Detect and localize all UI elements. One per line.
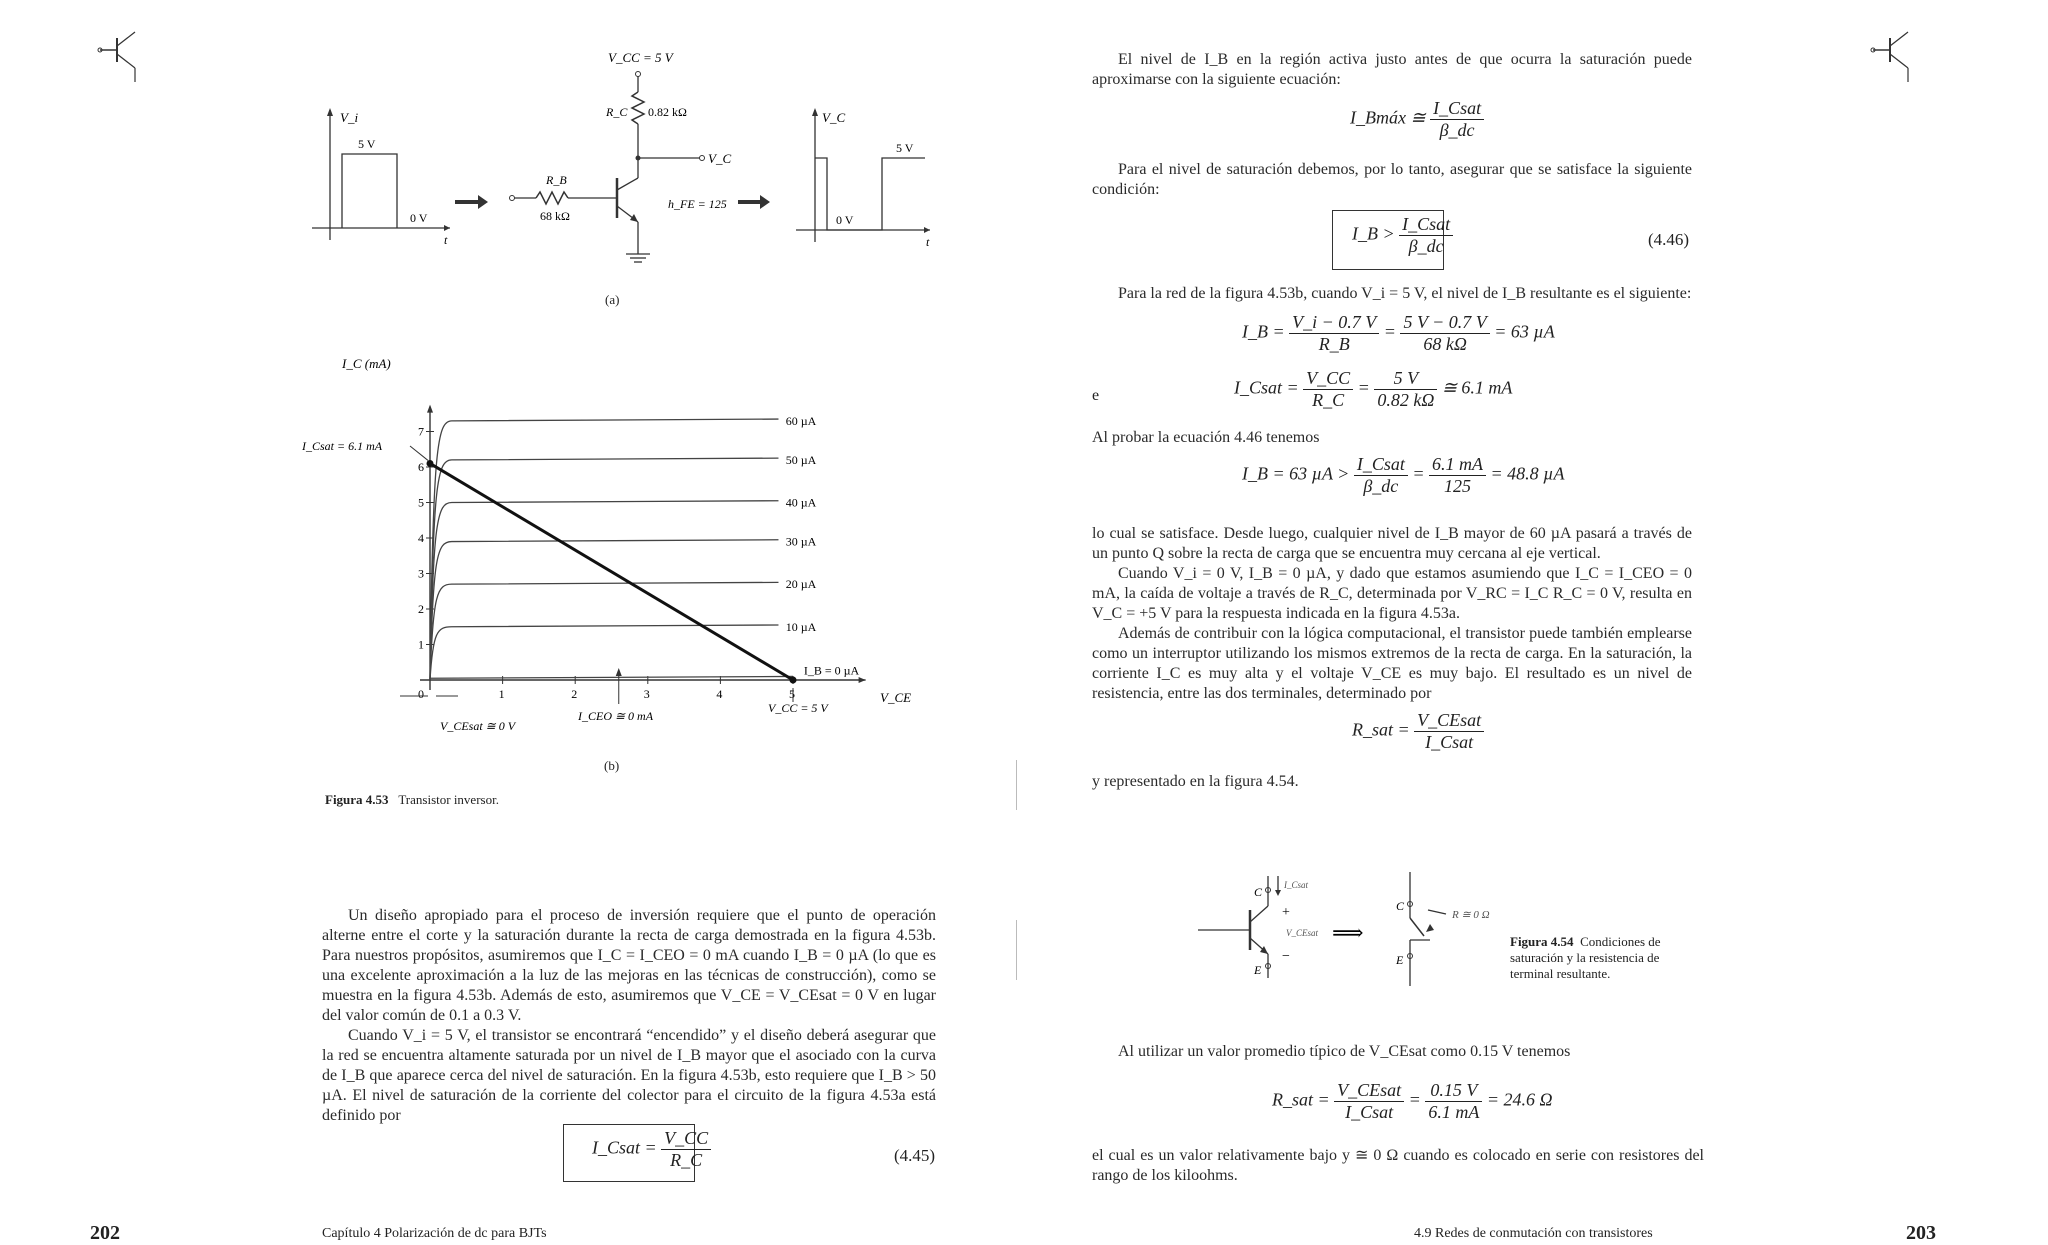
curve-label: 30 µA <box>785 534 817 549</box>
cutoff-point <box>790 677 797 684</box>
hfe-label: h_FE = 125 <box>668 197 727 211</box>
characteristic-curve <box>430 676 793 678</box>
v0-label: 0 V <box>410 211 428 225</box>
eq-ib-lhs: I_B = <box>1242 321 1285 342</box>
v5-label: 5 V <box>358 137 376 151</box>
transistor-corner-icon <box>95 26 145 86</box>
figure-454-caption-label: Figura 4.54 <box>1510 934 1574 949</box>
x-tick-label: 5 <box>789 687 795 701</box>
eq-test-lhs: I_B = 63 µA > <box>1242 463 1350 484</box>
fig454-e2: E <box>1396 953 1404 967</box>
eq-ic-lhs: I_Csat = <box>1234 377 1299 398</box>
eq-ib-result: = 63 µA <box>1494 321 1555 342</box>
fig454-c1: C <box>1254 885 1263 899</box>
icsat-annotation: I_Csat = 6.1 mA <box>302 439 383 453</box>
arrow-icon <box>455 195 488 209</box>
eq-ibmax-den: β_dc <box>1439 120 1475 140</box>
right-paragraph-10: el cual es un valor relativamente bajo y ≅ 0 Ω cuando es colocado en serie con resistores del rango de los kiloohms. <box>1092 1147 1704 1184</box>
fig454-e1: E <box>1254 963 1262 977</box>
v5-out-label: 5 V <box>896 141 914 155</box>
icsat-pointer <box>410 446 428 460</box>
curve-label: 50 µA <box>785 452 817 467</box>
figure-4-53a-circuit <box>300 50 940 310</box>
eq445-number: (4.45) <box>894 1146 936 1165</box>
eq-ib-den1: R_B <box>1318 334 1350 354</box>
figure-453-caption-text: Transistor inversor. <box>398 792 499 807</box>
eq-ic-den1: R_C <box>1312 390 1345 410</box>
figure-454-caption-text: Condiciones de saturación y la resistencia de terminal resultante. <box>1510 934 1661 981</box>
eq-rsat2-den2: 6.1 mA <box>1428 1102 1480 1122</box>
left-body-paragraph-2: Cuando V_i = 5 V, el transistor se encontrará “encendido” y el diseño deberá asegurar que la red se encuentra altamente saturada por un nivel de I_B mayor que el asociado con la curva de I_B que aparece cerca del nivel de saturación. En la figura 4.53b, esto requiere que I_B > 50 µA. El nivel de saturación de la corriente del colector para el circuito de la figura 4.53a está definido por <box>322 1027 936 1124</box>
arrow-icon <box>738 195 770 209</box>
vcc-annotation: V_CC = 5 V <box>768 701 828 715</box>
eq-ic-num1: V_CC <box>1303 368 1353 390</box>
curve-label: 60 µA <box>785 413 817 428</box>
vc-out-label: V_C <box>822 110 846 125</box>
fig454-plus: + <box>1282 905 1290 920</box>
eq445-den: R_C <box>670 1150 703 1170</box>
y-tick-label: 5 <box>418 495 424 510</box>
eq-rsat2-num1: V_CEsat <box>1334 1080 1404 1102</box>
left-footer: Capítulo 4 Polarización de dc para BJTs <box>322 1226 547 1241</box>
x-tick-label: 0 <box>418 687 424 701</box>
x-tick-label: 4 <box>716 687 723 701</box>
right-paragraph-2: Para el nivel de saturación debemos, por lo tanto, asegurar que se satisface la siguiente condición: <box>1092 161 1692 198</box>
transistor-corner-icon <box>1868 26 1918 86</box>
right-paragraph-4: Al probar la ecuación 4.46 tenemos <box>1092 429 1320 446</box>
eq-ic-den2: 0.82 kΩ <box>1377 390 1435 410</box>
right-footer: 4.9 Redes de conmutación con transistores <box>1414 1226 1653 1241</box>
curve-label: 40 µA <box>785 495 817 510</box>
load-line <box>430 463 793 680</box>
characteristic-curve <box>430 582 778 680</box>
eq-test-den2: 125 <box>1444 476 1471 496</box>
y-axis-arrow <box>427 405 433 413</box>
vcc-label: V_CC = 5 V <box>608 50 673 65</box>
rc-label: R_C <box>606 105 628 119</box>
fig454-ic: I_Csat <box>1284 880 1309 890</box>
rc-value: 0.82 kΩ <box>648 105 687 119</box>
eq-rsat2-result: = 24.6 Ω <box>1486 1089 1553 1110</box>
eq-rsat-lhs: R_sat = <box>1352 719 1410 740</box>
characteristic-curve <box>430 540 778 680</box>
eq-ic-num2: 5 V <box>1374 368 1437 390</box>
curve-label: I_B = 0 µA <box>803 663 860 678</box>
characteristic-curve <box>430 501 778 680</box>
eq-test-num2: 6.1 mA <box>1429 454 1486 476</box>
t-label: t <box>444 233 448 247</box>
fig454-minus: − <box>1282 949 1290 964</box>
right-paragraph-3: Para la red de la figura 4.53b, cuando V_i = 5 V, el nivel de I_B resultante es el siguiente: <box>1118 285 1692 302</box>
y-axis-label: I_C (mA) <box>342 356 391 371</box>
figure-453-caption-label: Figura 4.53 <box>325 792 389 807</box>
iceo-annotation: I_CEO ≅ 0 mA <box>578 709 654 723</box>
right-paragraph-7: Además de contribuir con la lógica computacional, el transistor puede también emplearse como un interruptor utilizando los mismos extremos de la recta de carga. En la saturación, la corriente I_C es muy alta y el voltaje V_CE es muy bajo. El resultado es un nivel de resistencia, entre las dos terminales, determinado por <box>1092 625 1692 702</box>
fig454-c2: C <box>1396 899 1405 913</box>
saturation-point <box>427 460 434 467</box>
right-paragraph-9: Al utilizar un valor promedio típico de V_CEsat como 0.15 V tenemos <box>1118 1043 1571 1060</box>
gutter-mark <box>1016 920 1017 980</box>
eq-rsat-den: I_Csat <box>1425 732 1474 752</box>
y-tick-label: 3 <box>418 566 424 581</box>
figure-b-caption: (b) <box>604 758 620 773</box>
vcesat-annotation: V_CEsat ≅ 0 V <box>440 719 516 733</box>
eq-test-num1: I_Csat <box>1354 454 1408 476</box>
fig454-arrow: ⟹ <box>1332 920 1364 945</box>
conjunction-e: e <box>1092 387 1100 404</box>
x-axis-arrow <box>859 677 866 683</box>
eq-test-result: = 48.8 µA <box>1490 463 1565 484</box>
eq445-num: V_CC <box>661 1128 711 1150</box>
eq-ibmax-num: I_Csat <box>1430 98 1484 120</box>
rb-label: R_B <box>546 173 567 187</box>
fig454-r: R ≅ 0 Ω <box>1452 909 1490 921</box>
eq-rsat-num: V_CEsat <box>1414 710 1484 732</box>
x-axis-label: V_CE <box>880 690 912 705</box>
figure-4-54-diagram <box>1198 870 1518 1000</box>
figure-4-53b-chart <box>300 350 920 740</box>
curve-label: 20 µA <box>785 577 817 592</box>
eq446-den: β_dc <box>1408 236 1444 256</box>
eq-test-den1: β_dc <box>1363 476 1399 496</box>
rb-value: 68 kΩ <box>540 209 570 223</box>
right-paragraph-1: El nivel de I_B en la región activa justo antes de que ocurra la saturación puede aproximarse con la siguiente ecuación: <box>1092 51 1692 88</box>
fig454-vce: V_CEsat <box>1286 928 1319 938</box>
left-body-paragraph-1: Un diseño apropiado para el proceso de inversión requiere que el punto de operación alterne entre el corte y la saturación durante la recta de carga demostrada en la figura 4.53b. Para nuestros propósitos, asumiremos que I_C = I_CEO = 0 mA cuando I_B = 0 µA (lo que es una excelente aproximación a la luz de las mejoras en las técnicas de construcción), como se muestra en la figura 4.53b. Además de esto, asumiremos que V_CE = V_CEsat = 0 V en lugar del valor común de 0.1 a 0.3 V. <box>322 907 936 1024</box>
y-tick-label: 6 <box>418 460 424 474</box>
eq446-number: (4.46) <box>1648 230 1690 249</box>
eq-rsat2-num2: 0.15 V <box>1425 1080 1482 1102</box>
eq-rsat2-lhs: R_sat = <box>1272 1089 1330 1110</box>
curve-label: 10 µA <box>785 619 817 634</box>
right-page-number: 203 <box>1906 1222 1936 1244</box>
eq446-num: I_Csat <box>1399 214 1453 236</box>
eq-ic-result: ≅ 6.1 mA <box>1441 377 1513 398</box>
y-tick-label: 4 <box>418 531 424 545</box>
x-tick-label: 3 <box>643 687 650 701</box>
eq-ib-den2: 68 kΩ <box>1423 334 1467 354</box>
eq446-lhs: I_B > <box>1352 223 1395 244</box>
right-paragraph-6: Cuando V_i = 0 V, I_B = 0 µA, y dado que estamos asumiendo que I_C = I_CEO = 0 mA, la caída de voltaje a través de R_C, determinada por V_RC = I_C R_C = 0 V, resulta en V_C = +5 V para la respuesta indicada en la figura 4.53a. <box>1092 565 1692 622</box>
y-tick-label: 2 <box>418 602 424 616</box>
x-tick-label: 2 <box>571 687 578 701</box>
vc-label: V_C <box>708 151 732 166</box>
eq445-lhs: I_Csat = <box>592 1137 657 1158</box>
x-tick-label: 1 <box>498 687 505 701</box>
y-tick-label: 1 <box>418 637 424 652</box>
eq-rsat2-den1: I_Csat <box>1345 1102 1394 1122</box>
right-paragraph-5: lo cual se satisface. Desde luego, cualquier nivel de I_B mayor de 60 µA pasará a través de un punto Q sobre la recta de carga que se encuentra muy cercana al eje vertical. <box>1092 525 1692 562</box>
t-out-label: t <box>926 235 930 249</box>
eq-ibmax-lhs: I_Bmáx ≅ <box>1350 107 1426 128</box>
gutter-mark <box>1016 760 1017 810</box>
v0-out-label: 0 V <box>836 213 854 227</box>
eq-ib-num1: V_i − 0.7 V <box>1289 312 1379 334</box>
left-page-number: 202 <box>90 1222 120 1244</box>
characteristic-curve <box>430 625 778 680</box>
y-tick-label: 7 <box>418 424 424 439</box>
eq-ib-num2: 5 V − 0.7 V <box>1400 312 1489 334</box>
iceo-arrow <box>616 668 622 676</box>
figure-a-caption: (a) <box>605 292 620 307</box>
vi-label: V_i <box>340 110 359 125</box>
right-paragraph-8: y representado en la figura 4.54. <box>1092 773 1299 790</box>
